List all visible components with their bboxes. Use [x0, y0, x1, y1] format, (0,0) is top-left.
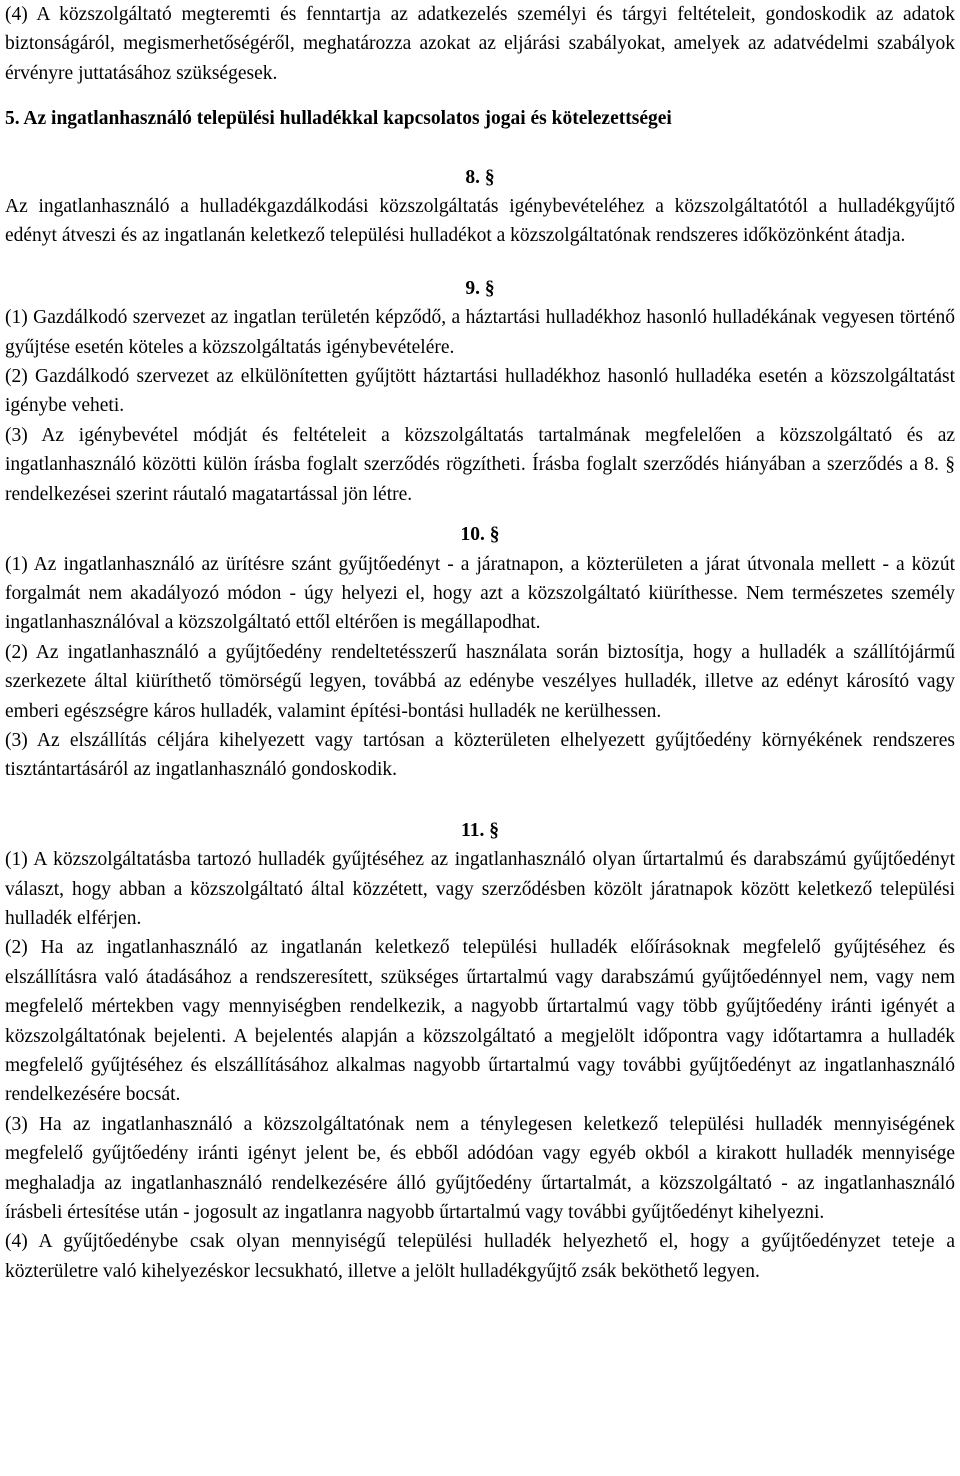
chapter-5-title: 5. Az ingatlanhasználó települési hulladékkal kapcsolatos jogai és kötelezettségei [5, 108, 672, 130]
section-10-paragraph-1: (1) Az ingatlanhasználó az ürítésre szánt gyűjtőedényt - a járatnapon, a közterületen a járat útvonala mellett - a közút forgalmát nem akadályozó módon - úgy helyezi el, hogy azt a közszolgáltató kiüríthesse. Nem természetes személy ingatlanhasználóval a közszolgáltató ettől eltérően is megállapodhat. [5, 553, 955, 634]
section-11-paragraph-3: (3) Ha az ingatlanhasználó a közszolgáltatónak nem a ténylegesen keletkező települési hulladék mennyiségének megfelelő gyűjtőedény iránti igényt jelent be, és ebből adódóan vagy egyéb okból a kirakott hulladék mennyisége meghaladja az ingatlanhasználó rendelkezésére álló gyűjtőedény űrtartalmát, a közszolgáltató - az ingatlanhasználó írásbeli értesítése után - jogosult az ingatlanra nagyobb űrtartalmú vagy további gyűjtőedényt kihelyezni. [5, 1113, 955, 1224]
section-11-paragraph-2: (2) Ha az ingatlanhasználó az ingatlanán keletkező települési hulladék előírásoknak megfelelő gyűjtéséhez és elszállításra való átadásához a rendszeresített, szükséges űrtartalmú vagy darabszámú gyűjtőedénnyel nem, vagy nem megfelelő mértekben vagy mennyiségben rendelkezik, a nagyobb űrtartalmú vagy több gyűjtőedény iránti igényét a közszolgáltatónak bejelenti. A bejelentés alapján a közszolgáltató a megjelölt időpontra vagy időtartamra a hulladék megfelelő gyűjtéséhez és elszállításához alkalmas nagyobb űrtartalmú vagy további gyűjtőedényt az ingatlanhasználó rendelkezésére bocsát. [5, 937, 955, 1106]
section-11-paragraph-1: (1) A közszolgáltatásba tartozó hulladék gyűjtéséhez az ingatlanhasználó olyan űrtartalmú és darabszámú gyűjtőedényt választ, hogy abban a közszolgáltató által közzétett, vagy szerződésben közölt járatnapok között keletkező települési hulladék elférjen. [5, 849, 955, 929]
section-9-paragraph-3: (3) Az igénybevétel módját és feltételeit a közszolgáltatás tartalmának megfelelően a közszolgáltató és az ingatlanhasználó közötti külön írásba foglalt szerződés rögzítheti. Írásba foglalt szerződés hiányában a szerződés a 8. § rendelkezései szerint ráutaló magatartással jön létre. [5, 424, 955, 505]
section-11-heading: 11. § [461, 819, 499, 841]
section-10-heading: 10. § [460, 524, 500, 546]
paragraph-4-4: (4) A közszolgáltató megteremti és fenntartja az adatkezelés személyi és tárgyi feltételeit, gondoskodik az adatok biztonságáról, megismerhetőségéről, meghatározza azokat az eljárási szabályokat, amelyek az adatvédelmi szabályok érvényre juttatásához szükségesek. [5, 4, 955, 84]
section-10-paragraph-3: (3) Az elszállítás céljára kihelyezett vagy tartósan a közterületen elhelyezett gyűjtőedény környékének rendszeres tisztántartásáról az ingatlanhasználó gondoskodik. [5, 729, 955, 781]
section-9-paragraph-1: (1) Gazdálkodó szervezet az ingatlan területén képződő, a háztartási hulladékhoz hasonló hulladékának vegyesen történő gyűjtése esetén köteles a közszolgáltatás igénybevételére. [5, 307, 955, 358]
section-8-paragraph: Az ingatlanhasználó a hulladékgazdálkodási közszolgáltatás igénybevételéhez a közszolgáltatótól a hulladékgyűjtő edényt átveszi és az ingatlanán keletkező települési hulladékot a közszolgáltatónak rendszeres időközönként átadja. [5, 196, 955, 247]
section-10-paragraph-2: (2) Az ingatlanhasználó a gyűjtőedény rendeltetésszerű használata során biztosítja, hogy a hulladék a szállítójármű szerkezete által kiüríthető tömörségű legyen, továbbá az edénybe veszélyes hulladék, illetve az edényt károsító vagy emberi egészségre káros hulladék, valamint építési-bontási hulladék ne kerülhessen. [5, 641, 955, 722]
document-page [5, 0, 955, 1286]
section-9-heading: 9. § [465, 277, 495, 299]
section-9-paragraph-2: (2) Gazdálkodó szervezet az elkülönítetten gyűjtött háztartási hulladékhoz hasonló hulladéka esetén a közszolgáltatást igénybe veheti. [5, 366, 955, 417]
section-11-paragraph-4: (4) A gyűjtőedénybe csak olyan mennyiségű települési hulladék helyezhető el, hogy a gyűjtőedényzet teteje a közterületre való kihelyezéskor lecsukható, illetve a jelölt hulladékgyűjtő zsák beköthető legyen. [5, 1231, 955, 1282]
section-8-heading: 8. § [465, 166, 495, 188]
